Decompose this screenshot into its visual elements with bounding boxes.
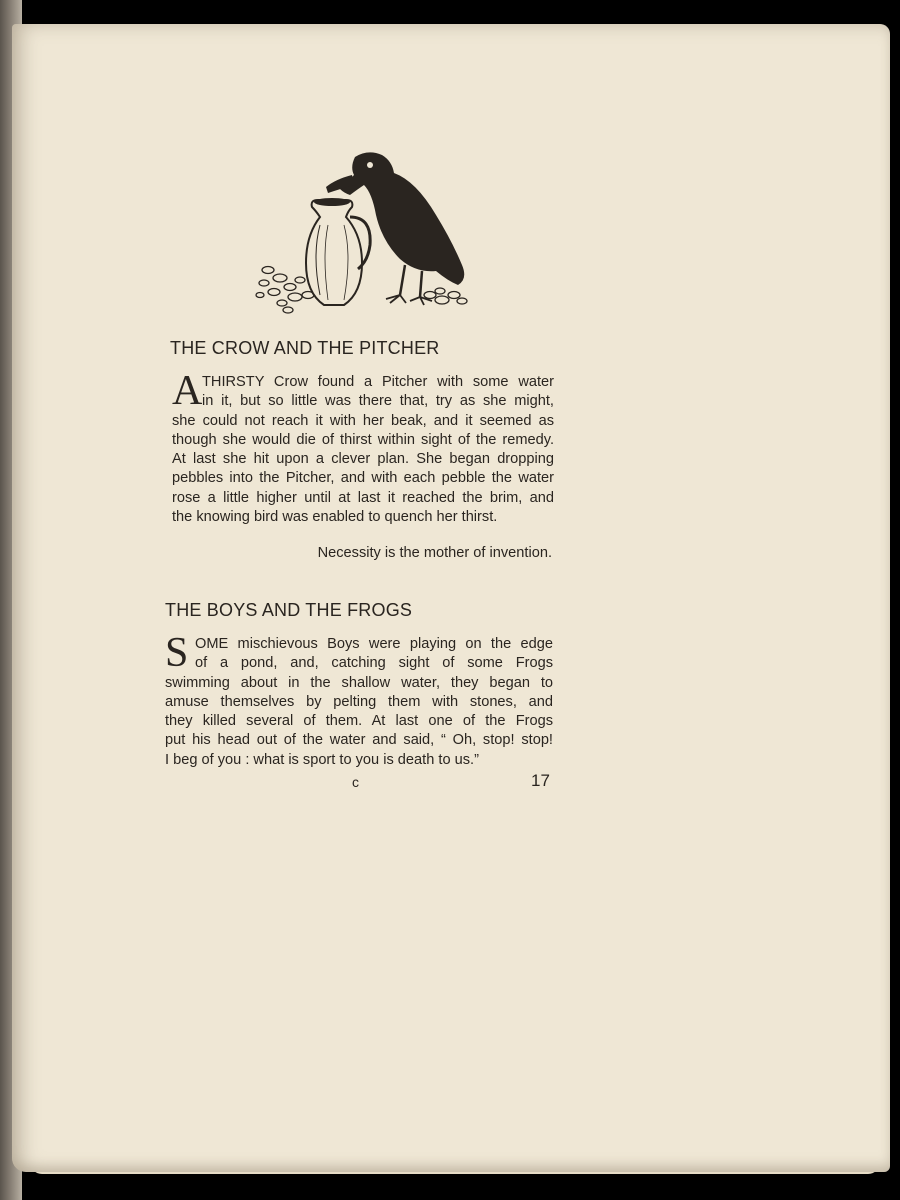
text-line: of a pond, and, catching sight of some Frogs bbox=[195, 655, 553, 672]
text-line: the knowing bird was enabled to quench her thirst. bbox=[172, 509, 498, 526]
pitcher-icon bbox=[306, 198, 370, 305]
text-line: put his head out of the water and said, “ Oh, stop! stop! bbox=[165, 732, 553, 749]
text-line: though she would die of thirst within sight of the remedy. bbox=[172, 431, 554, 448]
text-line: swimming about in the shallow water, they began to bbox=[165, 674, 553, 691]
text-line: in it, but so little was there that, try as she might, bbox=[202, 393, 554, 410]
crow-and-pitcher-illustration bbox=[240, 145, 480, 325]
story-body-crow-and-pitcher bbox=[172, 368, 554, 527]
text-line: THIRSTY Crow found a Pitcher with some water bbox=[202, 374, 554, 390]
text-line: rose a little higher until at last it reached the brim, and bbox=[172, 489, 554, 506]
text-line: they killed several of them. At last one of the Frogs bbox=[165, 713, 553, 730]
text-line: I beg of you : what is sport to you is death to us.” bbox=[165, 751, 479, 768]
text-line: amuse themselves by pelting them with stones, and bbox=[165, 693, 553, 710]
drop-cap: S bbox=[165, 630, 189, 676]
story-title-crow-and-pitcher: THE CROW AND THE PITCHER bbox=[170, 338, 440, 358]
text-line: pebbles into the Pitcher, and with each pebble the water bbox=[172, 470, 554, 487]
page-number: 17 bbox=[531, 771, 550, 790]
story-title-boys-and-frogs: THE BOYS AND THE FROGS bbox=[165, 600, 413, 620]
pebbles-right-icon bbox=[424, 288, 467, 304]
moral-text: Necessity is the mother of invention. bbox=[317, 545, 552, 561]
story-body-boys-and-frogs bbox=[165, 630, 553, 770]
text-line: At last she hit upon a clever plan. She began dropping bbox=[172, 451, 554, 468]
pebbles-left-icon bbox=[256, 267, 314, 314]
drop-cap: A bbox=[172, 368, 203, 414]
text-line: OME mischievous Boys were playing on the edge bbox=[195, 636, 553, 652]
signature-mark: c bbox=[352, 774, 359, 790]
text-line: she could not reach it with her beak, and it seemed as bbox=[172, 412, 554, 429]
